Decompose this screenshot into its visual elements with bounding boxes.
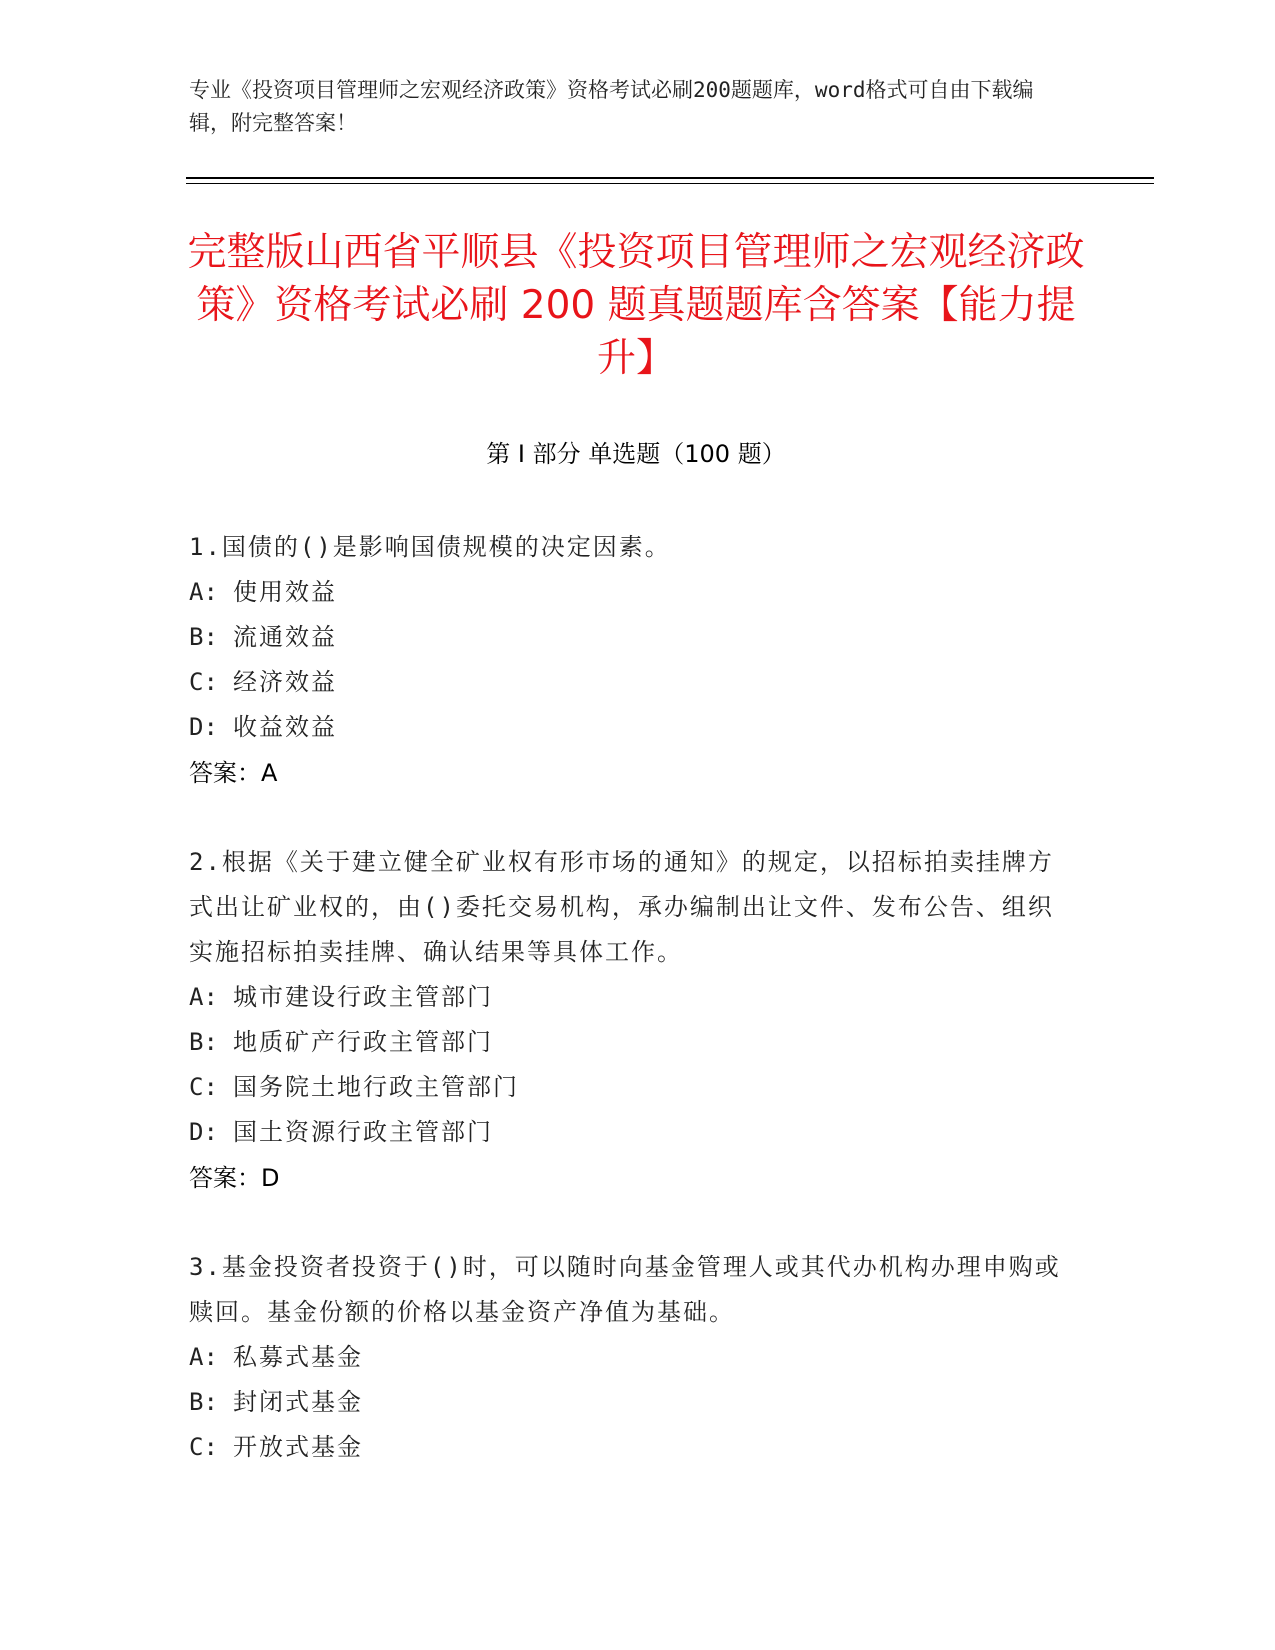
answer: 答案：A xyxy=(189,759,278,787)
question-list xyxy=(189,525,1069,1514)
question-1 xyxy=(189,525,1069,796)
option-a xyxy=(189,975,1069,1020)
question-3 xyxy=(189,1245,1069,1470)
document-title: 完整版山西省平顺县《投资项目管理师之宏观经济政策》资格考试必刷 200 题真题题库含答案【能力提升】 xyxy=(187,230,1085,381)
option-d xyxy=(189,1110,1069,1155)
option-key: A: xyxy=(189,983,218,1011)
option-key: A: xyxy=(189,1343,218,1371)
option-d xyxy=(189,705,1069,750)
option-key: B: xyxy=(189,1388,218,1416)
option-key: D: xyxy=(189,1118,218,1146)
option-key: C: xyxy=(189,1073,218,1101)
option-text: 流通效益 xyxy=(233,623,337,651)
option-c xyxy=(189,1065,1069,1110)
header-divider-thin xyxy=(186,183,1154,184)
option-key: B: xyxy=(189,623,218,651)
option-text: 使用效益 xyxy=(233,578,337,606)
option-text: 国土资源行政主管部门 xyxy=(233,1118,493,1146)
option-key: A: xyxy=(189,578,218,606)
option-c xyxy=(189,660,1069,705)
option-text: 私募式基金 xyxy=(233,1343,363,1371)
header-divider-thick xyxy=(186,177,1154,179)
option-text: 收益效益 xyxy=(233,713,337,741)
answer: 答案：D xyxy=(189,1164,280,1192)
option-text: 城市建设行政主管部门 xyxy=(233,983,493,1011)
question-stem: 1.国债的()是影响国债规模的决定因素。 xyxy=(189,533,671,561)
option-b xyxy=(189,615,1069,660)
header-note: 专业《投资项目管理师之宏观经济政策》资格考试必刷200题题库，word格式可自由下载编辑，附完整答案！ xyxy=(189,78,1034,135)
option-text: 开放式基金 xyxy=(233,1433,363,1461)
option-key: B: xyxy=(189,1028,218,1056)
question-stem: 3.基金投资者投资于()时，可以随时向基金管理人或其代办机构办理申购或赎回。基金份额的价格以基金资产净值为基础。 xyxy=(189,1253,1061,1326)
option-text: 封闭式基金 xyxy=(233,1388,363,1416)
question-2 xyxy=(189,840,1069,1201)
option-c xyxy=(189,1425,1069,1470)
option-text: 经济效益 xyxy=(233,668,337,696)
option-text: 国务院土地行政主管部门 xyxy=(233,1073,519,1101)
section-title: 第 I 部分 单选题（100 题） xyxy=(486,440,786,468)
option-b xyxy=(189,1380,1069,1425)
option-b xyxy=(189,1020,1069,1065)
question-stem: 2.根据《关于建立健全矿业权有形市场的通知》的规定，以招标拍卖挂牌方式出让矿业权的，由()委托交易机构，承办编制出让文件、发布公告、组织实施招标拍卖挂牌、确认结果等具体工作。 xyxy=(189,848,1054,966)
option-a xyxy=(189,570,1069,615)
option-key: C: xyxy=(189,1433,218,1461)
option-key: C: xyxy=(189,668,218,696)
option-a xyxy=(189,1335,1069,1380)
option-text: 地质矿产行政主管部门 xyxy=(233,1028,493,1056)
option-key: D: xyxy=(189,713,218,741)
